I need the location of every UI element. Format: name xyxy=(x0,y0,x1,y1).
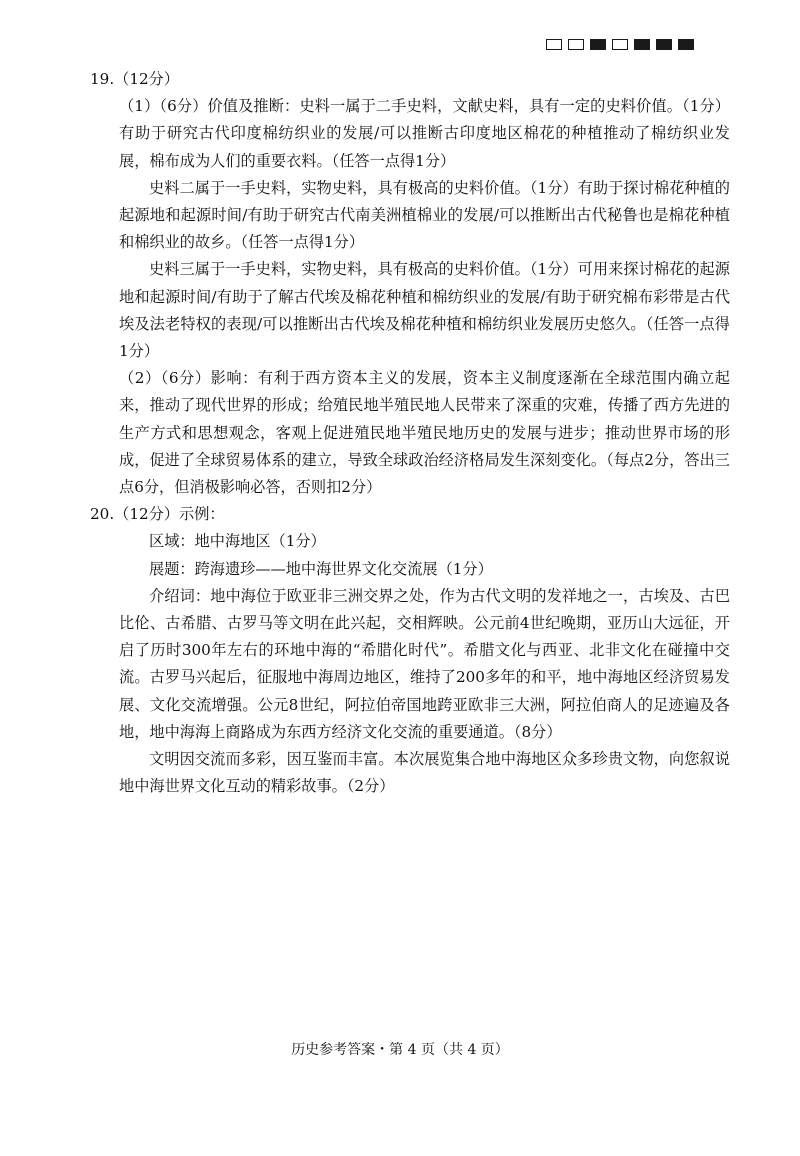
marker-box-1 xyxy=(546,39,562,50)
question-20-introduction: 介绍词：地中海位于欧亚非三洲交界之处，作为古代文明的发祥地之一，古埃及、古巴比伦、古希腊、古罗马等文明在此兴起，交相辉映。公元前4世纪晚期，亚历山大远征，开启了历时300年左右的环地中海的“希腊化时代”。希腊文化与西亚、北非文化在碰撞中交流。古罗马兴起后，征服地中海周边地区，维持了200多年的和平，地中海地区经济贸易发展、文化交流增强。公元8世纪，阿拉伯帝国地跨亚欧非三大洲，阿拉伯商人的足迹遍及各地，地中海海上商路成为东西方经济文化交流的重要通道。（8分） xyxy=(119,586,730,741)
question-19-part-1: （1）（6分）价值及推断：史料一属于二手史料，文献史料，具有一定的史料价值。（1分）有助于研究古代印度棉纺织业的发展/可以推断古印度地区棉花的种植推动了棉纺织业发展，棉布成为人们的重要衣料。（任答一点得1分） xyxy=(119,97,730,170)
question-20-heading: 20.（12分）示例： xyxy=(90,505,225,524)
page-footer: 历史参考答案・第 4 页（共 4 页） xyxy=(291,1042,509,1058)
page-marker-strip xyxy=(546,39,694,50)
question-19-source-2: 史料二属于一手史料，实物史料，具有极高的史料价值。（1分）有助于探讨棉花种植的起源地和起源时间/有助于研究古代南美洲植棉业的发展/可以推断出古代秘鲁也是棉花种植和棉织业的故乡。（任答一点得1分） xyxy=(119,178,730,252)
marker-box-3 xyxy=(590,39,606,50)
question-20-theme: 展题：跨海遗珍——地中海世界文化交流展（1分） xyxy=(149,559,493,578)
marker-box-6 xyxy=(656,39,672,50)
question-20-closing: 文明因交流而多彩，因互鉴而丰富。本次展览集合地中海地区众多珍贵文物，向您叙说地中海世界文化互动的精彩故事。（2分） xyxy=(119,750,730,796)
question-19-heading: 19.（12分） xyxy=(90,70,180,88)
marker-box-4 xyxy=(612,39,628,50)
question-20-region: 区域：地中海地区（1分） xyxy=(149,532,326,551)
question-19-source-3: 史料三属于一手史料，实物史料，具有极高的史料价值。（1分）可用来探讨棉花的起源地和起源时间/有助于了解古代埃及棉花种植和棉纺织业的发展/有助于研究棉布彩带是古代埃及法老特权的表现/可以推断出古代埃及棉花种植和棉纺织业发展历史悠久。（任答一点得1分） xyxy=(119,260,730,361)
marker-box-7 xyxy=(678,39,694,50)
question-19-part-2: （2）（6分）影响：有利于西方资本主义的发展，资本主义制度逐渐在全球范围内确立起来，推动了现代世界的形成；给殖民地半殖民地人民带来了深重的灾难，传播了西方先进的生产方式和思想观念，客观上促进殖民地半殖民地历史的发展与进步；推动世界市场的形成，促进了全球贸易体系的建立，导致全球政治经济格局发生深刻变化。（每点2分，答出三点6分，但消极影响必答，否则扣2分） xyxy=(119,369,730,497)
answer-content xyxy=(90,66,730,800)
marker-box-2 xyxy=(568,39,584,50)
marker-box-5 xyxy=(634,39,650,50)
